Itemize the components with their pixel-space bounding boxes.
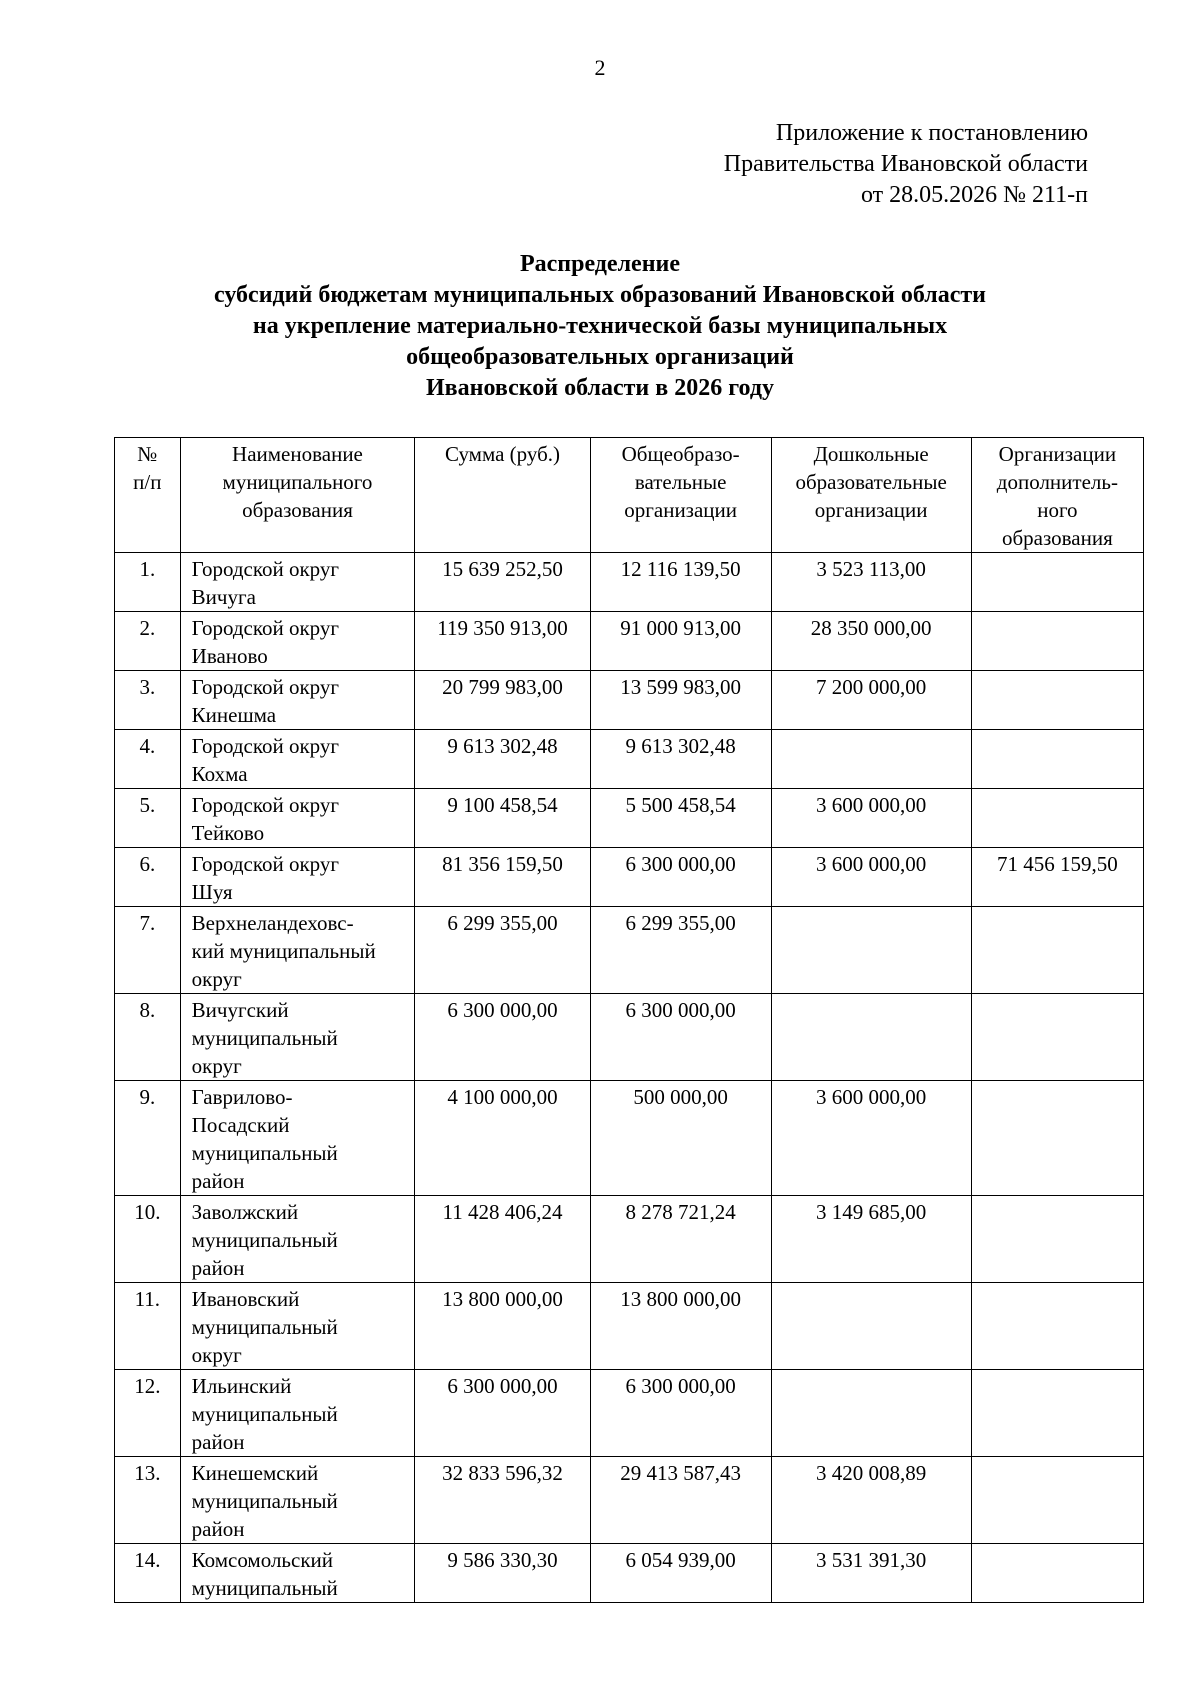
- general-education-cell: 6 300 000,00: [590, 1370, 771, 1457]
- sum-cell: 9 100 458,54: [415, 789, 590, 848]
- header-line: Сумма (руб.): [444, 442, 561, 466]
- table-row: [115, 671, 1144, 730]
- municipality-name: [180, 1457, 415, 1544]
- appendix-line: Приложение к постановлению: [775, 120, 1088, 146]
- municipality-name-line: муниципальный: [191, 1315, 338, 1339]
- municipality-name-line: Городской округ: [191, 557, 340, 581]
- municipality-name-line: муниципальный: [191, 1402, 338, 1426]
- municipality-name-line: Городской округ: [191, 616, 340, 640]
- preschool-cell: 3 600 000,00: [771, 789, 971, 848]
- sum-cell: 6 300 000,00: [415, 994, 590, 1081]
- general-education-cell: 29 413 587,43: [590, 1457, 771, 1544]
- row-number: 3.: [115, 671, 181, 730]
- table-row: [115, 612, 1144, 671]
- additional-education-cell: [971, 1283, 1143, 1370]
- additional-education-cell: [971, 730, 1143, 789]
- general-education-cell: 500 000,00: [590, 1081, 771, 1196]
- table-row: [115, 1370, 1144, 1457]
- municipality-name-line: Городской округ: [191, 675, 340, 699]
- municipality-name-line: Комсомольский: [191, 1548, 333, 1572]
- header-line: вательные: [634, 470, 727, 494]
- header-line: Организации: [998, 442, 1117, 466]
- title-line: Распределение: [519, 251, 681, 277]
- header-line: Наименование: [232, 442, 363, 466]
- additional-education-cell: [971, 1370, 1143, 1457]
- municipality-name: [180, 1283, 415, 1370]
- header-number: [115, 438, 181, 553]
- header-line: образовательные: [795, 470, 947, 494]
- row-number: 8.: [115, 994, 181, 1081]
- municipality-name: [180, 553, 415, 612]
- municipality-name: [180, 1370, 415, 1457]
- header-line: Дошкольные: [813, 442, 929, 466]
- general-education-cell: 6 300 000,00: [590, 994, 771, 1081]
- general-education-cell: 13 599 983,00: [590, 671, 771, 730]
- sum-cell: 6 300 000,00: [415, 1370, 590, 1457]
- additional-education-cell: [971, 1196, 1143, 1283]
- municipality-name: [180, 730, 415, 789]
- table-row: [115, 848, 1144, 907]
- municipality-name-line: муниципальный: [191, 1489, 338, 1513]
- row-number: 7.: [115, 907, 181, 994]
- row-number: 14.: [115, 1544, 181, 1603]
- sum-cell: 9 613 302,48: [415, 730, 590, 789]
- general-education-cell: 12 116 139,50: [590, 553, 771, 612]
- table-row: [115, 994, 1144, 1081]
- municipality-name-line: Верхнеландеховс-: [191, 911, 354, 935]
- municipality-name-line: муниципальный: [191, 1576, 338, 1600]
- header-sum: [415, 438, 590, 553]
- row-number: 12.: [115, 1370, 181, 1457]
- municipality-name-line: Кохма: [191, 762, 248, 786]
- preschool-cell: [771, 730, 971, 789]
- sum-cell: 4 100 000,00: [415, 1081, 590, 1196]
- preschool-cell: 3 149 685,00: [771, 1196, 971, 1283]
- additional-education-cell: [971, 553, 1143, 612]
- municipality-name-line: Иваново: [191, 644, 268, 668]
- sum-cell: 81 356 159,50: [415, 848, 590, 907]
- municipality-name-line: округ: [191, 1343, 242, 1367]
- appendix-line: Правительства Ивановской области: [723, 151, 1088, 177]
- municipality-name-line: район: [191, 1517, 245, 1541]
- municipality-name-line: Посадский: [191, 1113, 290, 1137]
- general-education-cell: 6 054 939,00: [590, 1544, 771, 1603]
- table-row: [115, 789, 1144, 848]
- municipality-name-line: Кинешма: [191, 703, 277, 727]
- title-line: субсидий бюджетам муниципальных образований Ивановской области: [214, 282, 986, 308]
- preschool-cell: 7 200 000,00: [771, 671, 971, 730]
- sum-cell: 6 299 355,00: [415, 907, 590, 994]
- general-education-cell: 91 000 913,00: [590, 612, 771, 671]
- preschool-cell: 3 600 000,00: [771, 848, 971, 907]
- municipality-name-line: Тейково: [191, 821, 265, 845]
- municipality-name-line: округ: [191, 1054, 242, 1078]
- header-line: организации: [814, 498, 928, 522]
- municipality-name-line: муниципальный: [191, 1026, 338, 1050]
- municipality-name-line: район: [191, 1256, 245, 1280]
- header-line: образования: [242, 498, 353, 522]
- title-line: Ивановской области в 2026 году: [426, 375, 774, 401]
- header-preschool: [771, 438, 971, 553]
- table-row: [115, 730, 1144, 789]
- municipality-name-line: Вичуга: [191, 585, 256, 609]
- preschool-cell: 3 420 008,89: [771, 1457, 971, 1544]
- table-row: [115, 1457, 1144, 1544]
- row-number: 4.: [115, 730, 181, 789]
- row-number: 6.: [115, 848, 181, 907]
- municipality-name-line: Городской округ: [191, 793, 340, 817]
- general-education-cell: 9 613 302,48: [590, 730, 771, 789]
- municipality-name: [180, 994, 415, 1081]
- header-line: Общеобразо-: [621, 442, 740, 466]
- header-line: образования: [1001, 526, 1113, 550]
- sum-cell: 15 639 252,50: [415, 553, 590, 612]
- municipality-name-line: муниципальный: [191, 1141, 338, 1165]
- header-line: №: [137, 442, 158, 466]
- preschool-cell: [771, 1283, 971, 1370]
- table-body: [115, 553, 1144, 1603]
- municipality-name-line: Вичугский: [191, 998, 289, 1022]
- sum-cell: 32 833 596,32: [415, 1457, 590, 1544]
- row-number: 10.: [115, 1196, 181, 1283]
- preschool-cell: [771, 1370, 971, 1457]
- sum-cell: 20 799 983,00: [415, 671, 590, 730]
- additional-education-cell: [971, 1544, 1143, 1603]
- page-number: 2: [594, 55, 606, 80]
- table-row: [115, 1196, 1144, 1283]
- table-row: [115, 907, 1144, 994]
- table-header-row: [115, 438, 1144, 553]
- municipality-name-line: Ивановский: [191, 1287, 300, 1311]
- header-line: ного: [1037, 498, 1078, 522]
- sum-cell: 119 350 913,00: [415, 612, 590, 671]
- municipality-name-line: район: [191, 1430, 245, 1454]
- sum-cell: 13 800 000,00: [415, 1283, 590, 1370]
- municipality-name-line: Городской округ: [191, 734, 340, 758]
- municipality-name: [180, 907, 415, 994]
- header-line: организации: [624, 498, 738, 522]
- row-number: 2.: [115, 612, 181, 671]
- additional-education-cell: [971, 907, 1143, 994]
- preschool-cell: 3 531 391,30: [771, 1544, 971, 1603]
- additional-education-cell: [971, 789, 1143, 848]
- table-row: [115, 1283, 1144, 1370]
- title-line: общеобразовательных организаций: [406, 344, 794, 370]
- appendix-block: [724, 118, 1088, 211]
- municipality-name: [180, 612, 415, 671]
- municipality-name: [180, 789, 415, 848]
- preschool-cell: 3 600 000,00: [771, 1081, 971, 1196]
- preschool-cell: [771, 994, 971, 1081]
- preschool-cell: [771, 907, 971, 994]
- table-row: [115, 553, 1144, 612]
- sum-cell: 11 428 406,24: [415, 1196, 590, 1283]
- header-line: дополнитель-: [996, 470, 1118, 494]
- row-number: 5.: [115, 789, 181, 848]
- title-line: на укрепление материально-технической базы муниципальных: [252, 313, 948, 339]
- header-municipality: [180, 438, 415, 553]
- municipality-name: [180, 671, 415, 730]
- sum-cell: 9 586 330,30: [415, 1544, 590, 1603]
- municipality-name: [180, 1544, 415, 1603]
- municipality-name: [180, 1196, 415, 1283]
- preschool-cell: 3 523 113,00: [771, 553, 971, 612]
- municipality-name-line: Заволжский: [191, 1200, 299, 1224]
- municipality-name-line: кий муниципальный: [191, 939, 376, 963]
- table-row: [115, 1544, 1144, 1603]
- municipality-name-line: Кинешемский: [191, 1461, 319, 1485]
- document-title: [0, 249, 1200, 404]
- municipality-name: [180, 848, 415, 907]
- row-number: 11.: [115, 1283, 181, 1370]
- general-education-cell: 6 299 355,00: [590, 907, 771, 994]
- header-additional-education: [971, 438, 1143, 553]
- row-number: 13.: [115, 1457, 181, 1544]
- municipality-name-line: Ильинский: [191, 1374, 292, 1398]
- general-education-cell: 13 800 000,00: [590, 1283, 771, 1370]
- additional-education-cell: [971, 994, 1143, 1081]
- municipality-name-line: Шуя: [191, 880, 233, 904]
- row-number: 9.: [115, 1081, 181, 1196]
- general-education-cell: 8 278 721,24: [590, 1196, 771, 1283]
- table-row: [115, 1081, 1144, 1196]
- municipality-name-line: Гаврилово-: [191, 1085, 293, 1109]
- additional-education-cell: [971, 1457, 1143, 1544]
- municipality-name-line: муниципальный: [191, 1228, 338, 1252]
- header-general-education: [590, 438, 771, 553]
- general-education-cell: 5 500 458,54: [590, 789, 771, 848]
- header-line: муниципального: [222, 470, 373, 494]
- subsidy-table: [114, 437, 1144, 1603]
- header-line: п/п: [133, 470, 162, 494]
- municipality-name-line: Городской округ: [191, 852, 340, 876]
- general-education-cell: 6 300 000,00: [590, 848, 771, 907]
- additional-education-cell: [971, 671, 1143, 730]
- preschool-cell: 28 350 000,00: [771, 612, 971, 671]
- appendix-line: от 28.05.2026 № 211-п: [860, 182, 1088, 208]
- municipality-name: [180, 1081, 415, 1196]
- additional-education-cell: 71 456 159,50: [971, 848, 1143, 907]
- additional-education-cell: [971, 1081, 1143, 1196]
- row-number: 1.: [115, 553, 181, 612]
- municipality-name-line: район: [191, 1169, 245, 1193]
- additional-education-cell: [971, 612, 1143, 671]
- municipality-name-line: округ: [191, 967, 242, 991]
